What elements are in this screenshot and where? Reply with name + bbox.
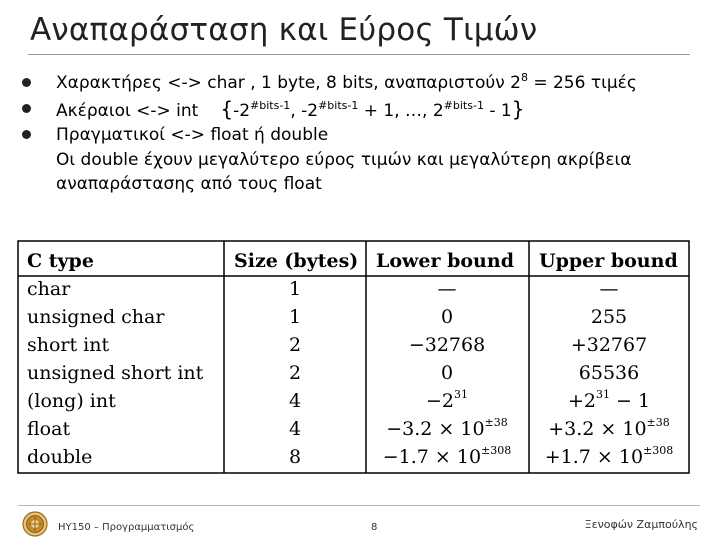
cell-upper-exp: ±308	[643, 444, 674, 457]
header-upper: Upper bound	[539, 250, 678, 272]
table-row	[27, 444, 673, 468]
bullet-char-tail: = 256 τιμές	[527, 73, 637, 93]
cell-upper: +32767	[570, 334, 648, 356]
cell-lower: —	[437, 278, 457, 300]
cell-lower-exp: ±38	[484, 416, 508, 429]
bullet-dot-icon	[22, 130, 31, 139]
page-title: Αναπαράσταση και Εύρος Τιμών	[30, 12, 538, 48]
range-part-4: - 1	[483, 101, 512, 121]
open-brace: {	[220, 97, 234, 121]
cell-upper: 255	[590, 306, 628, 328]
bullet-list	[22, 70, 702, 196]
university-seal-icon	[22, 511, 48, 537]
cell-type: char	[27, 278, 71, 300]
header-size: Size (bytes)	[234, 250, 359, 272]
cell-size: 1	[288, 306, 302, 328]
table-row	[27, 388, 650, 412]
range-part-1: -2	[233, 101, 251, 121]
cell-lower-base: −1.7 × 10	[382, 446, 482, 468]
table-row	[27, 334, 647, 356]
seal-graphic	[22, 511, 48, 537]
cell-type: short int	[27, 334, 110, 356]
cell-lower: 0	[440, 362, 454, 384]
cell-lower	[426, 388, 468, 412]
cell-lower-base: −2	[425, 390, 455, 412]
cell-lower	[386, 416, 508, 440]
cell-size: 8	[288, 446, 302, 468]
range-part-3: + 1, …, 2	[358, 101, 444, 121]
bullet-int-prefix: Ακέραιοι <-> int	[56, 101, 199, 121]
cell-type: unsigned short int	[27, 362, 204, 384]
cell-type: float	[27, 418, 71, 440]
cell-upper-base: +2	[567, 390, 596, 412]
cell-upper	[568, 388, 650, 412]
cell-size: 1	[288, 278, 302, 300]
bullet-text	[56, 96, 524, 124]
bullet-char-text: Χαρακτήρες <-> char , 1 byte, 8 bits, αναπαριστούν 2	[56, 73, 521, 93]
table-header-row	[27, 250, 678, 272]
bullet-item-float	[22, 122, 702, 148]
cell-upper-exp: ±38	[646, 416, 670, 429]
cell-size: 2	[288, 362, 302, 384]
footer-divider	[18, 505, 700, 506]
c-types-table	[17, 240, 690, 474]
bullet-dot-icon	[22, 104, 31, 113]
footer-author: Ξενοφών Ζαμπούλης	[584, 518, 698, 531]
cell-upper-exp: 31	[595, 388, 610, 401]
range-exp-2: #bits-1	[318, 99, 359, 112]
cell-upper-base: +3.2 × 10	[548, 418, 647, 440]
title-divider	[28, 54, 690, 55]
cell-upper: 65536	[578, 362, 640, 384]
table-row	[27, 278, 619, 300]
header-lower: Lower bound	[376, 250, 514, 272]
range-exp-1: #bits-1	[250, 99, 291, 112]
page-number: 8	[371, 522, 378, 533]
cell-type: double	[27, 446, 93, 468]
bullet-dot-icon	[22, 78, 31, 87]
cell-lower-exp: 31	[454, 388, 469, 401]
range-part-2: , -2	[290, 101, 319, 121]
c-types-table-svg	[17, 240, 690, 474]
cell-lower: −32768	[408, 334, 486, 356]
cell-size: 4	[288, 418, 302, 440]
header-ctype: C type	[27, 250, 94, 272]
footer-course: ΗΥ150 – Προγραμματισμός	[58, 522, 195, 533]
cell-upper	[545, 444, 674, 468]
cell-lower: 0	[440, 306, 454, 328]
bullet-item-char	[22, 70, 702, 96]
cell-lower	[383, 444, 512, 468]
cell-type: unsigned char	[27, 306, 165, 328]
table-row	[27, 362, 639, 384]
bullet-char-exponent: 8	[520, 71, 528, 84]
close-brace: }	[511, 97, 525, 121]
bullet-item-int	[22, 96, 702, 122]
sub-text-line-2: αναπαράστασης από τους float	[56, 174, 322, 194]
table-row	[27, 306, 627, 328]
cell-upper-tail: − 1	[609, 390, 651, 412]
cell-upper-base: +1.7 × 10	[544, 446, 644, 468]
cell-type: (long) int	[27, 390, 116, 412]
cell-upper: —	[599, 278, 619, 300]
sub-text-line-1: Οι double έχουν μεγαλύτερο εύρος τιμών και μεγαλύτερη ακρίβεια	[56, 150, 632, 170]
range-exp-3: #bits-1	[443, 99, 484, 112]
cell-upper	[548, 416, 670, 440]
cell-size: 2	[288, 334, 302, 356]
cell-size: 4	[288, 390, 302, 412]
bullet-text	[56, 70, 637, 96]
cell-lower-exp: ±308	[481, 444, 512, 457]
table-row	[27, 416, 670, 440]
cell-lower-base: −3.2 × 10	[386, 418, 485, 440]
bullet-float-text: Πραγματικοί <-> float ή double	[56, 125, 329, 145]
